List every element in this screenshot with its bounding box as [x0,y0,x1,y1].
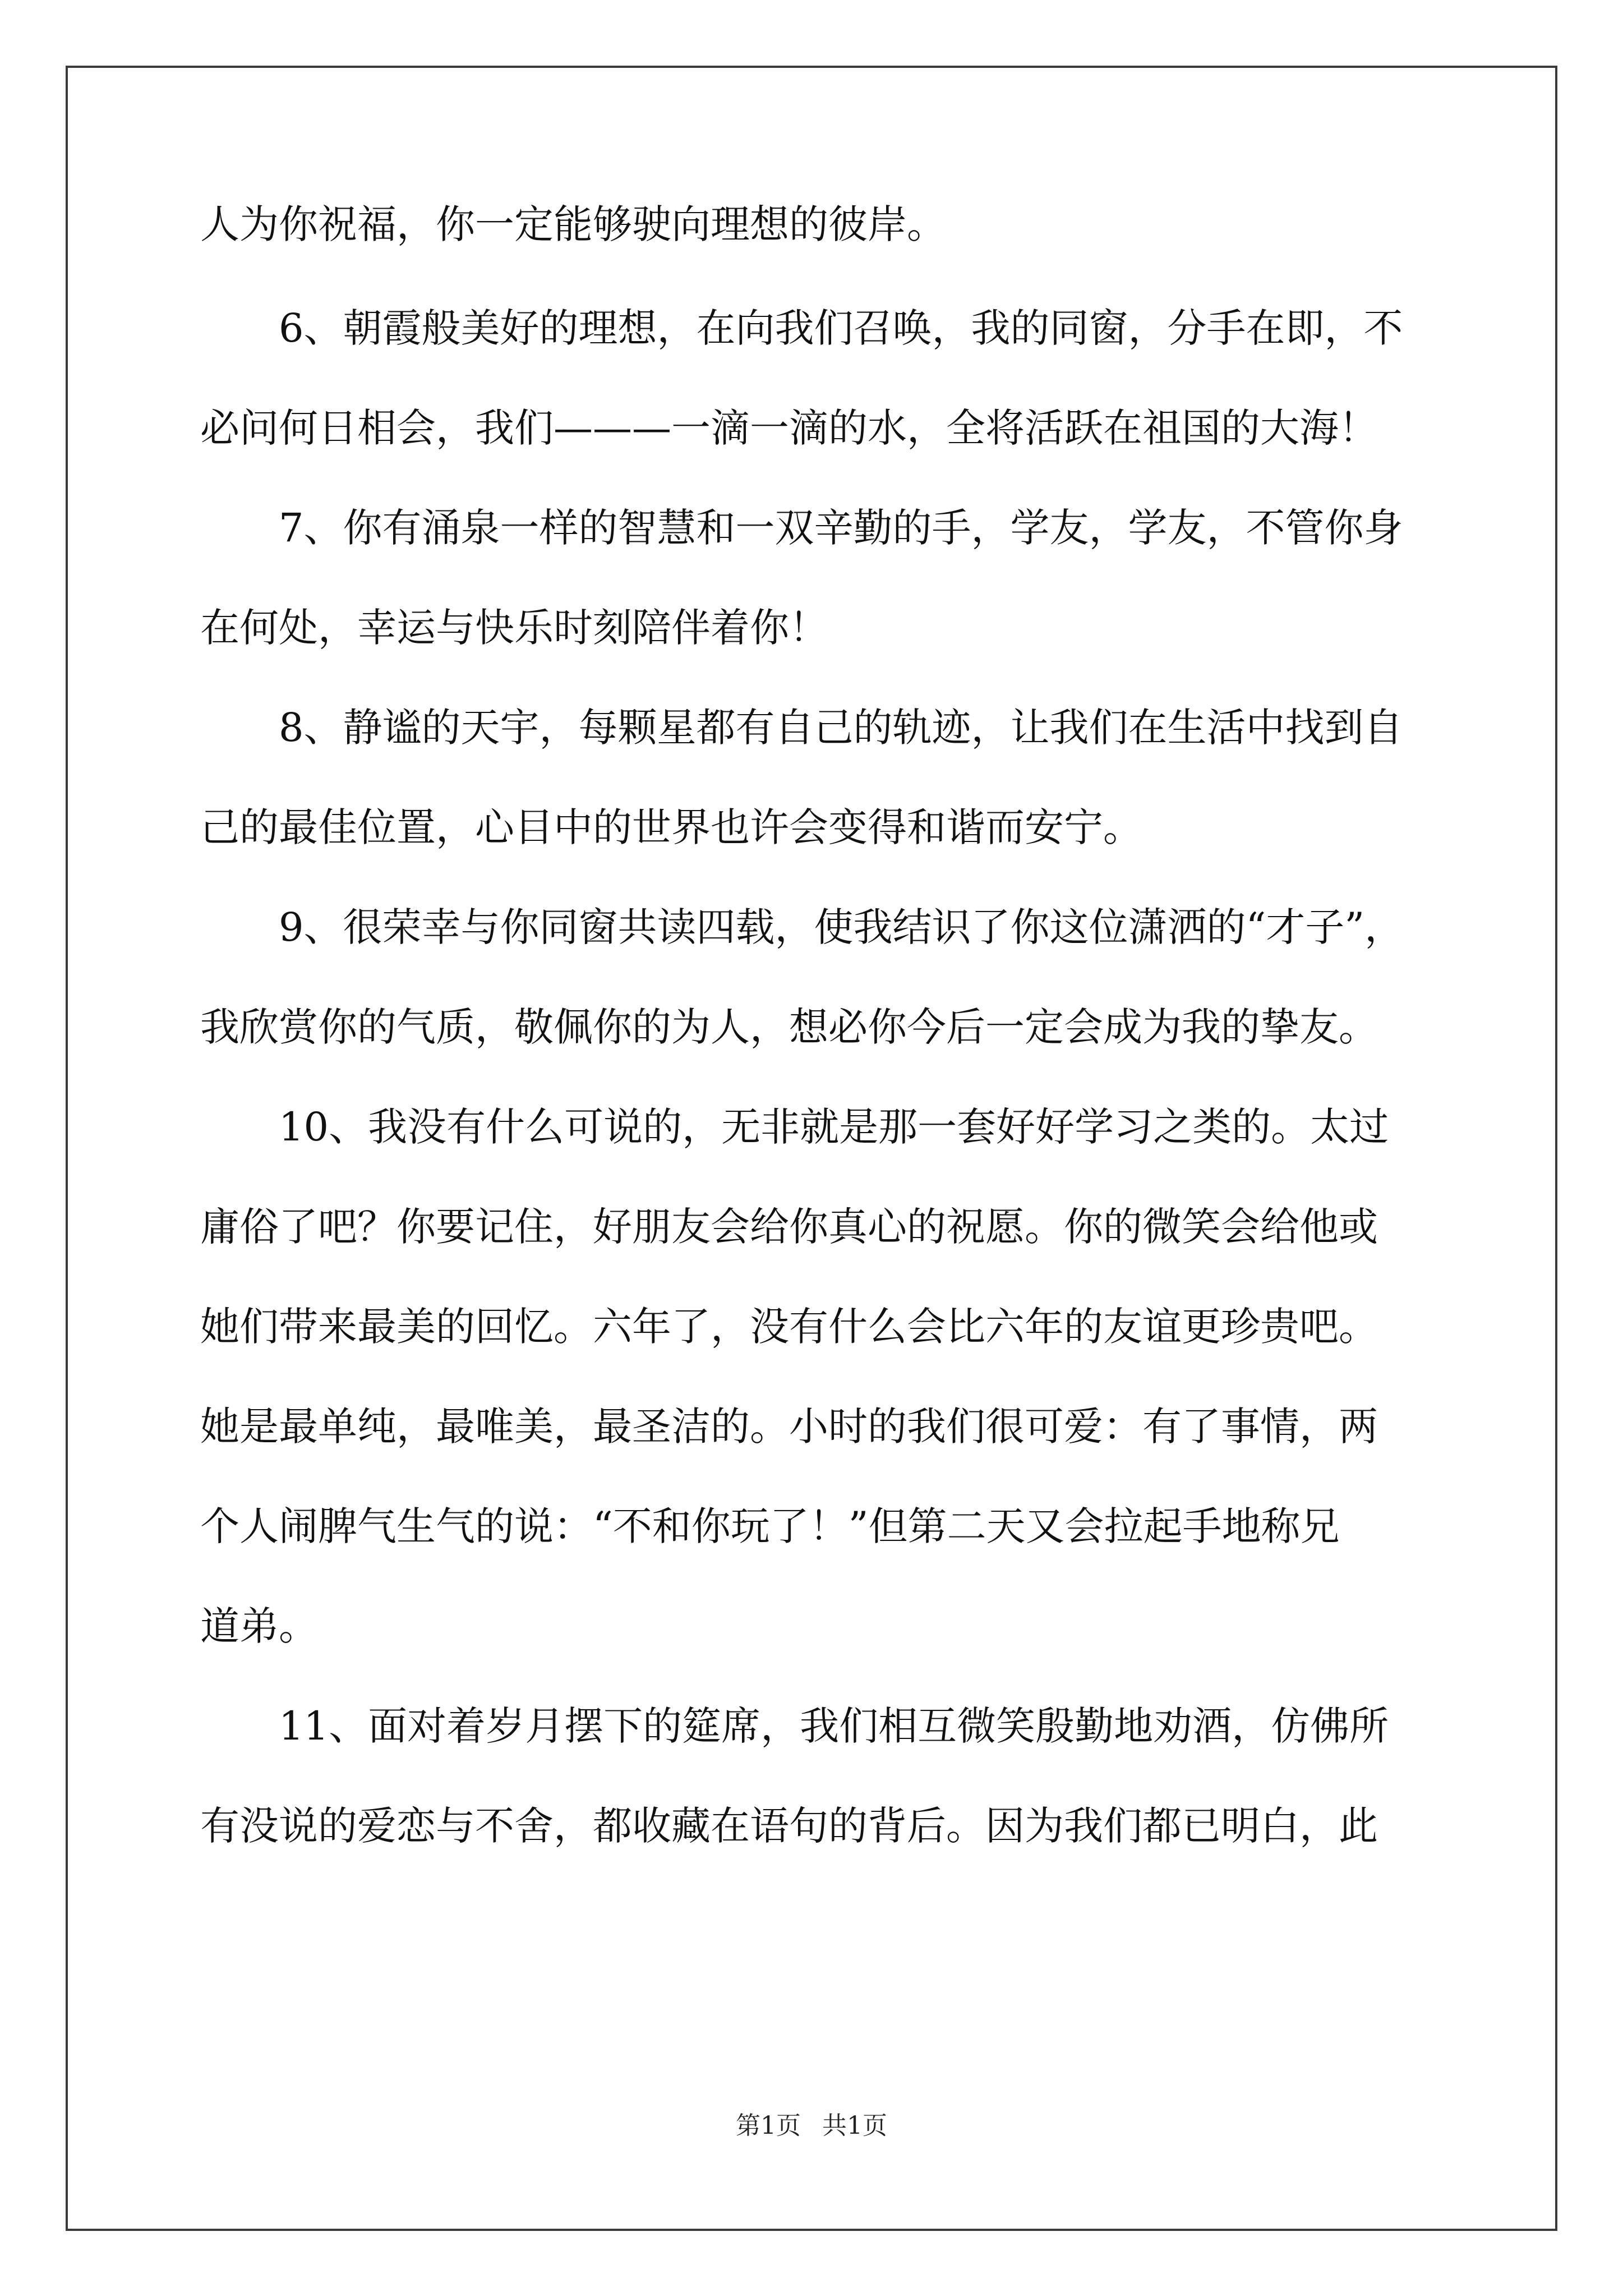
text-line: 6、朝霞般美好的理想，在向我们召唤，我的同窗，分手在即，不 [279,305,1403,351]
page-footer [0,2105,1623,2141]
text-line: 庸俗了吧？你要记住，好朋友会给你真心的祝愿。你的微笑会给他或 [200,1204,1378,1250]
text-line: 在何处，幸运与快乐时刻陪伴着你！ [200,605,828,651]
text-line: 9、很荣幸与你同窗共读四载，使我结识了你这位潇洒的“才子”， [279,904,1404,950]
text-line: 她是最单纯，最唯美，最圣洁的。小时的我们很可爱：有了事情，两 [200,1404,1378,1450]
text-line: 道弟。 [200,1603,318,1649]
text-line: 己的最佳位置，心目中的世界也许会变得和谐而安宁。 [200,804,1142,850]
text-line: 11、面对着岁月摆下的筵席，我们相互微笑殷勤地劝酒，仿佛所 [279,1703,1389,1749]
text-line: 8、静谧的天宇，每颗星都有自己的轨迹，让我们在生活中找到自 [279,705,1403,751]
text-line: 人为你祝福，你一定能够驶向理想的彼岸。 [200,201,946,247]
text-line: 必问何日相会，我们———一滴一滴的水，全将活跃在祖国的大海！ [200,405,1378,451]
text-line: 个人闹脾气生气的说：“不和你玩了！”但第二天又会拉起手地称兄 [200,1503,1340,1549]
text-line: 7、你有涌泉一样的智慧和一双辛勤的手，学友，学友，不管你身 [279,505,1403,551]
text-line: 有没说的爱恋与不舍，都收藏在语句的背后。因为我们都已明白，此 [200,1803,1378,1849]
text-line: 10、我没有什么可说的，无非就是那一套好好学习之类的。太过 [279,1104,1389,1150]
page-number: 第1页 [736,2111,801,2140]
page-total: 共1页 [822,2111,887,2140]
text-line: 她们带来最美的回忆。六年了，没有什么会比六年的友谊更珍贵吧。 [200,1304,1378,1350]
text-line: 我欣赏你的气质，敬佩你的为人，想必你今后一定会成为我的挚友。 [200,1004,1378,1050]
